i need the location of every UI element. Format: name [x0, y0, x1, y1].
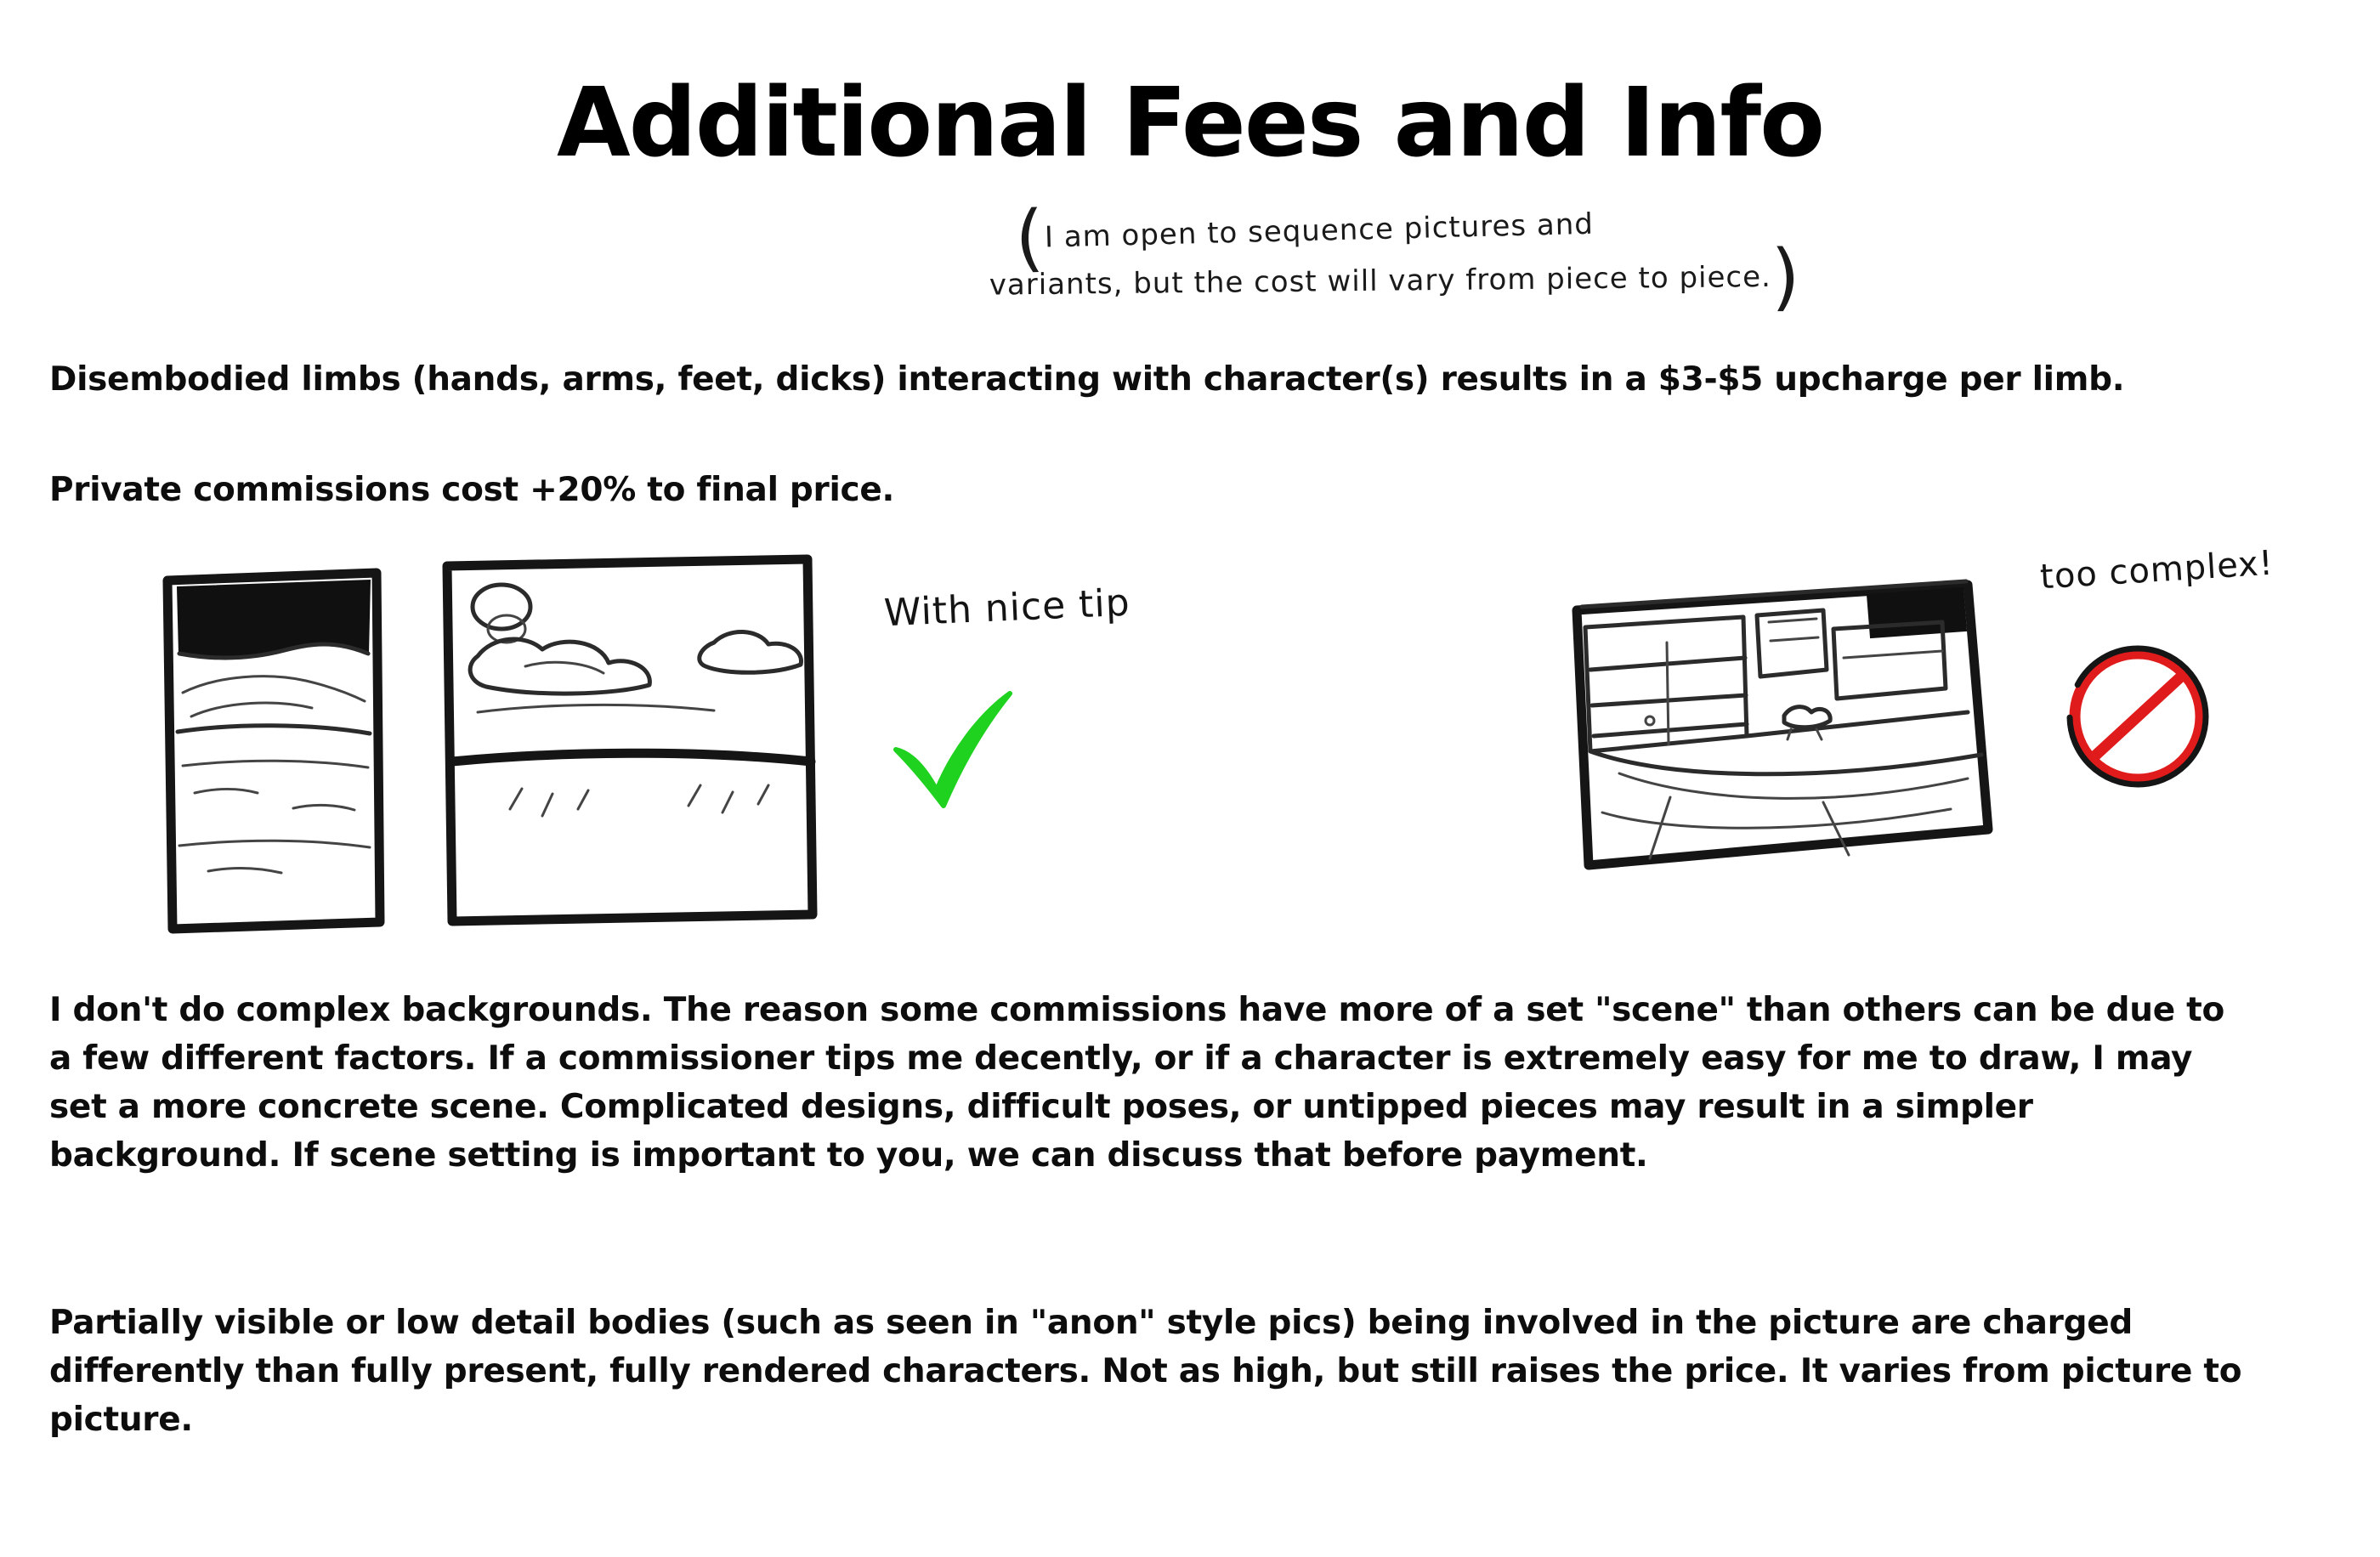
green-checkmark-icon [884, 687, 1020, 814]
simple-sky-field-sketch [434, 554, 824, 928]
simple-bedroom-sketch [157, 565, 429, 939]
annotation-too-complex: too complex! [2038, 543, 2275, 597]
note-line-1: I am open to sequence pictures and [1044, 207, 1595, 255]
red-prohibition-icon [2057, 636, 2218, 797]
note-line-2: variants, but the cost will vary from piece to piece. [989, 259, 1772, 303]
note-close-paren: ) [1771, 234, 1801, 320]
note-open-paren: ( [1014, 195, 1046, 281]
paragraph-disembodied-limbs: Disembodied limbs (hands, arms, feet, dicks) interacting with character(s) results in a $3-$5 upcharge per limb. [49, 360, 2125, 399]
page-title: Additional Fees and Info [556, 68, 1824, 178]
detailed-room-sketch [1568, 569, 2010, 909]
paragraph-complex-backgrounds: I don't do complex backgrounds. The reason some commissions have more of a set "scene" than others can be due to a few different factors. If a commissioner tips me decently, or if a character is extremely easy for me to draw, I may set a more concrete scene. Complicated designs, difficult poses, or untipped pieces may result in a simpler background. If scene setting is important to you, we can discuss that before payment. [49, 991, 2225, 1175]
sketch-examples-row [0, 544, 2380, 952]
annotation-with-nice-tip: With nice tip [883, 580, 1131, 636]
paragraph-private-commissions: Private commissions cost +20% to final price. [49, 471, 895, 509]
paragraph-partial-bodies: Partially visible or low detail bodies (such as seen in "anon" style pics) being involved in the picture are charged differently than fully present, fully rendered characters. Not as high, but still raises the price. It varies from picture to picture. [49, 1304, 2242, 1439]
handwritten-note [989, 184, 2156, 320]
